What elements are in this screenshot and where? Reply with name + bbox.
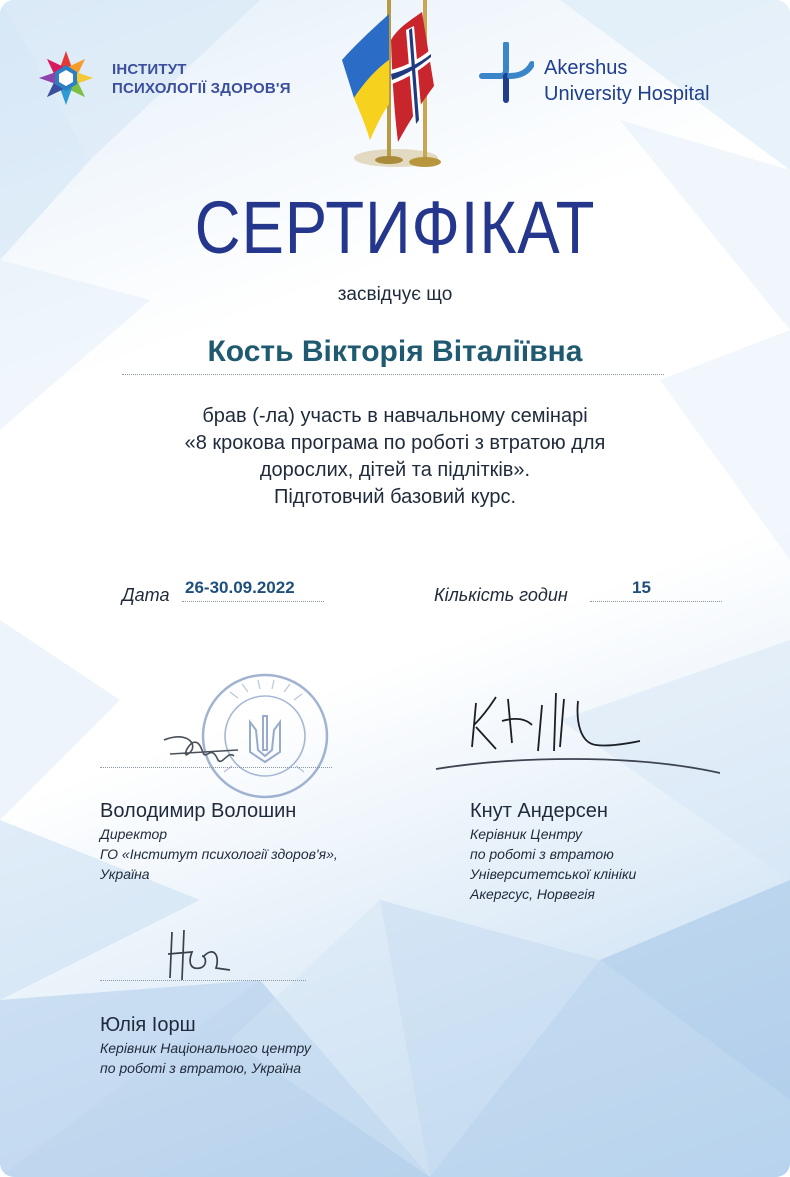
signature-line-1 <box>100 767 332 768</box>
institute-name-line1: ІНСТИТУТ <box>112 61 187 78</box>
role-line: Україна <box>100 866 150 882</box>
institute-name-line2: ПСИХОЛОГІЇ ЗДОРОВ'Я <box>112 80 291 97</box>
role-line: по роботі з втратою, Україна <box>100 1060 302 1076</box>
signatory-1-name: Володимир Волошин <box>100 800 297 822</box>
hospital-name-line2: University Hospital <box>544 83 710 105</box>
flags-ukraine-norway-icon <box>336 0 456 172</box>
role-line: Директор <box>100 826 168 842</box>
signatory-2-role <box>470 824 636 904</box>
hours-label: Кількість годин <box>434 585 568 605</box>
certificate-title: СЕРТИФІКАТ <box>194 186 596 269</box>
role-line: ГО «Інститут психології здоров'я», <box>100 846 338 862</box>
role-line: Керівник Національного центру <box>100 1040 311 1056</box>
signatory-3-name: Юлія Іорш <box>100 1014 196 1036</box>
body-line: Підготовчий базовий курс. <box>273 486 517 508</box>
date-label: Дата <box>122 585 170 605</box>
signatory-2-name: Кнут Андерсен <box>470 800 608 822</box>
role-line: Акергсус, Норвегія <box>470 886 595 902</box>
role-line: Керівник Центру <box>470 826 583 842</box>
signature-line-3 <box>100 980 306 981</box>
name-underline <box>122 374 664 375</box>
sun-flower-icon <box>36 48 96 108</box>
hospital-name-line1: Akershus <box>544 57 628 79</box>
hospital-logo <box>478 42 768 112</box>
certificate-body <box>0 403 790 511</box>
role-line: Університетської клініки <box>470 866 637 882</box>
institute-logo <box>36 48 336 108</box>
signature-iorsh <box>160 926 250 988</box>
certifies-text: засвідчує що <box>337 284 453 305</box>
date-underline <box>182 601 324 602</box>
signatory-1-role <box>100 824 338 884</box>
recipient-name: Кость Вікторія Віталіївна <box>207 335 583 368</box>
plus-cross-icon <box>478 42 534 106</box>
date-value: 26-30.09.2022 <box>185 578 295 597</box>
signature-andersen <box>430 685 725 785</box>
body-line: «8 крокова програма по роботі з втратою для <box>184 432 606 454</box>
hours-value: 15 <box>632 578 651 597</box>
body-line: брав (-ла) участь в навчальному семінарі <box>202 405 588 427</box>
signatory-3-role <box>100 1038 311 1078</box>
body-line: дорослих, дітей та підлітків». <box>259 459 531 481</box>
hours-underline <box>590 601 722 602</box>
role-line: по роботі з втратою <box>470 846 614 862</box>
